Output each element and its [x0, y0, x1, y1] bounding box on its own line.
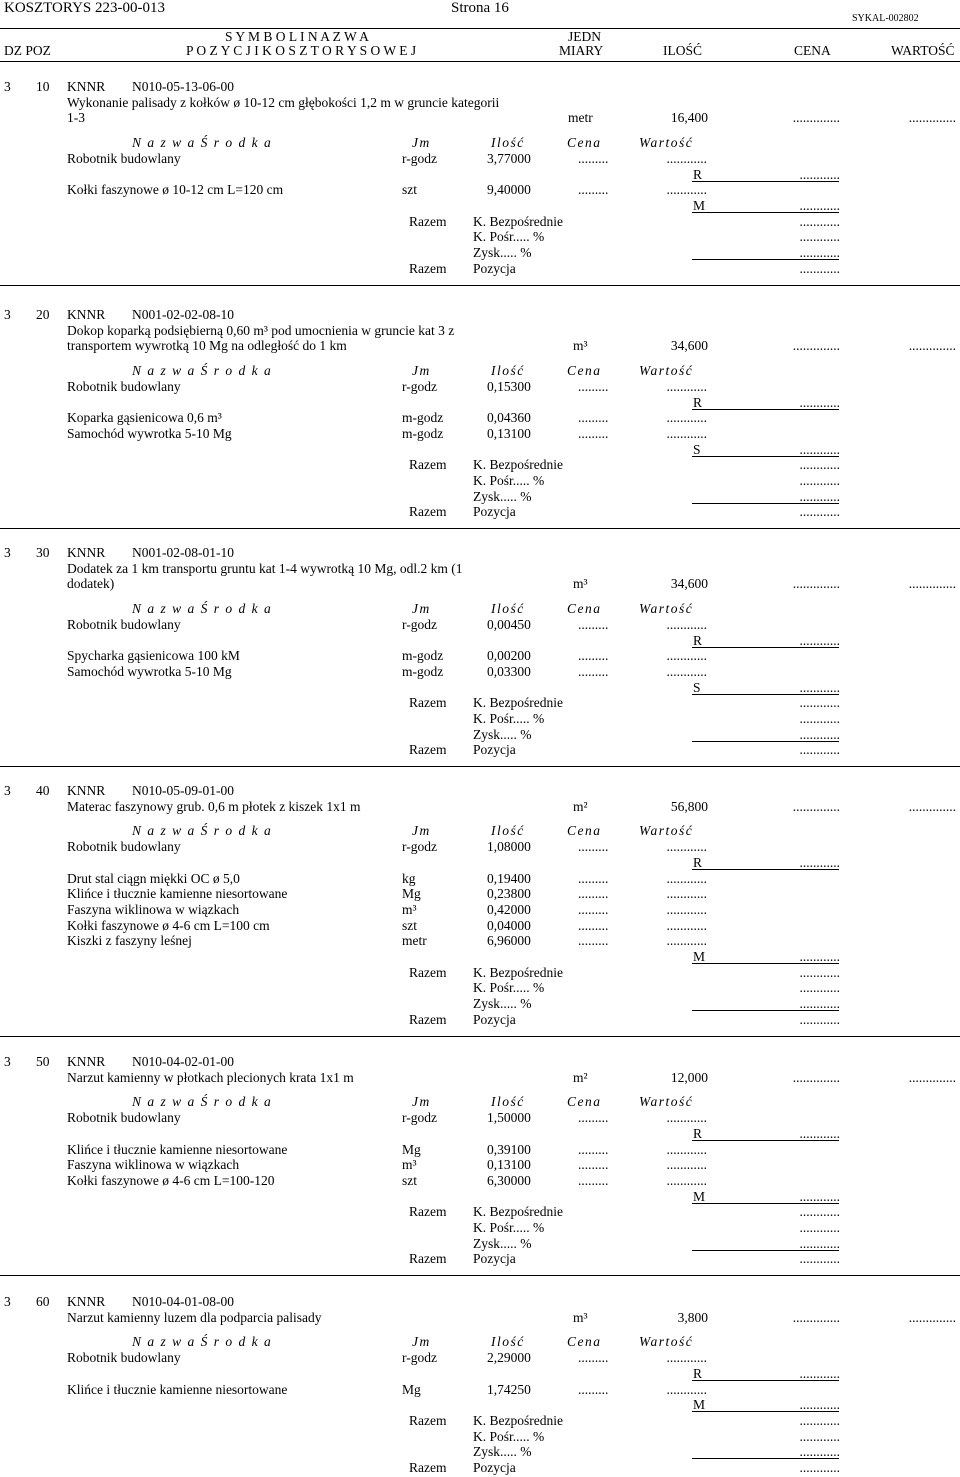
position-dz: 3 [4, 79, 11, 94]
position-value: .............. [908, 110, 956, 126]
direct-costs-label: K. Bezpośrednie [473, 1412, 563, 1428]
resource-unit: r-godz [402, 616, 437, 632]
position-description: 1-3 [67, 110, 85, 126]
column-header-symbol: S Y M B O L I N A Z W A [225, 29, 369, 44]
resource-unit: r-godz [402, 1350, 437, 1366]
group-summary-underline [692, 409, 839, 410]
razem-label: Razem [409, 695, 447, 711]
resource-unit: Mg [402, 1141, 421, 1157]
profit-value: ............ [799, 996, 840, 1012]
position-dz: 3 [4, 307, 11, 322]
position-code: N010-05-09-01-00 [132, 783, 234, 798]
position-description: transportem wywrotką 10 Mg na odległość do 1 km [67, 338, 347, 354]
direct-costs-value: ............ [799, 964, 840, 980]
header-bottom-divider [0, 61, 960, 62]
resource-name: Kołki faszynowe ø 4-6 cm L=100-120 [67, 1172, 275, 1188]
direct-costs-value: ............ [799, 213, 840, 229]
resource-name: Robotnik budowlany [67, 839, 181, 855]
group-summary-underline [692, 1140, 839, 1141]
position-unit: m³ [573, 1309, 588, 1325]
position-description: Dodatek za 1 km transportu gruntu kat 1-4 wywrotką 10 Mg, odl.2 km (1 [67, 560, 463, 576]
resource-price: ......... [578, 150, 609, 166]
resource-header-name: N a z w a Ś r o d k a [132, 823, 273, 839]
resource-value: ............ [666, 901, 707, 917]
header-divider [0, 28, 960, 29]
indirect-costs-label: K. Pośr..... % [473, 1220, 545, 1235]
position-quantity: 34,600 [670, 338, 708, 354]
position-quantity: 34,600 [670, 576, 708, 592]
position-number: 30 [36, 545, 50, 560]
profit-label: Zysk..... % [473, 996, 532, 1012]
resource-value: ............ [666, 182, 707, 198]
resource-unit: Mg [402, 1381, 421, 1397]
resource-quantity: 1,50000 [487, 1110, 531, 1126]
resource-quantity: 0,04000 [487, 917, 531, 933]
position-divider [0, 766, 960, 767]
group-summary-letter: M [693, 949, 706, 964]
group-summary-value: ............ [799, 441, 840, 457]
resource-header-cena: Cena [567, 135, 602, 151]
position-divider [0, 285, 960, 286]
position-description: dodatek) [67, 576, 115, 592]
resource-header-jm: Jm [412, 601, 431, 617]
indirect-costs-label: K. Pośr..... % [473, 711, 545, 726]
resource-header-ilosc: Ilość [491, 1334, 525, 1350]
razem-label: Razem [409, 742, 447, 758]
profit-value: ............ [799, 1444, 840, 1460]
resource-unit: r-godz [402, 839, 437, 855]
resource-name: Faszyna wiklinowa w wiązkach [67, 1157, 240, 1173]
position-unit: m³ [573, 576, 588, 592]
resource-header-wartosc: Wartość [639, 823, 694, 839]
position-total-label: Pozycja [473, 742, 516, 758]
group-summary-letter: S [693, 679, 701, 695]
position-value: .............. [908, 1069, 956, 1085]
resource-quantity: 0,00450 [487, 616, 531, 632]
razem-label: Razem [409, 1460, 447, 1475]
resource-price: ......... [578, 1141, 609, 1157]
resource-unit: Mg [402, 886, 421, 902]
position-price: .............. [792, 110, 840, 126]
resource-name: Faszyna wiklinowa w wiązkach [67, 901, 240, 917]
group-summary-value: ............ [799, 394, 840, 410]
resource-value: ............ [666, 870, 707, 886]
resource-quantity: 3,77000 [487, 150, 531, 166]
position-unit: m² [573, 798, 588, 814]
resource-quantity: 9,40000 [487, 182, 531, 198]
resource-quantity: 0,04360 [487, 410, 531, 426]
position-dz: 3 [4, 783, 11, 798]
document-title: KOSZTORYS 223-00-013 [4, 0, 165, 16]
group-summary-value: ............ [799, 166, 840, 182]
position-value: .............. [908, 338, 956, 354]
resource-quantity: 0,00200 [487, 648, 531, 664]
resource-price: ......... [578, 378, 609, 394]
resource-header-name: N a z w a Ś r o d k a [132, 601, 273, 617]
resource-name: Kołki faszynowe ø 10-12 cm L=120 cm [67, 182, 284, 198]
razem-label: Razem [409, 457, 447, 473]
position-description: Narzut kamienny w płotkach plecionych krata 1x1 m [67, 1069, 354, 1085]
indirect-costs-label: K. Pośr..... % [473, 229, 545, 245]
resource-header-cena: Cena [567, 363, 602, 379]
resource-value: ............ [666, 1110, 707, 1126]
resource-header-name: N a z w a Ś r o d k a [132, 1094, 273, 1110]
group-summary-letter: R [693, 854, 703, 870]
resource-value: ............ [666, 839, 707, 855]
razem-label: Razem [409, 1204, 447, 1220]
direct-costs-value: ............ [799, 457, 840, 473]
position-divider [0, 528, 960, 529]
position-quantity: 56,800 [670, 798, 708, 814]
resource-header-cena: Cena [567, 823, 602, 839]
indirect-costs-value: ............ [799, 1428, 840, 1444]
position-base: KNNR [67, 79, 106, 94]
profit-label: Zysk..... % [473, 488, 532, 504]
resource-value: ............ [666, 648, 707, 664]
position-description: Dokop koparką podsiębierną 0,60 m³ pod umocnienia w gruncie kat 3 z [67, 322, 455, 338]
resource-header-ilosc: Ilość [491, 363, 525, 379]
indirect-costs-value: ............ [799, 980, 840, 996]
resource-name: Robotnik budowlany [67, 150, 181, 166]
position-total-value: ............ [799, 742, 840, 758]
position-price: .............. [792, 1309, 840, 1325]
indirect-costs-value: ............ [799, 711, 840, 726]
group-summary-value: ............ [799, 1365, 840, 1381]
indirect-costs-label: K. Pośr..... % [473, 980, 545, 996]
group-summary-value: ............ [799, 1188, 840, 1204]
resource-quantity: 0,13100 [487, 1157, 531, 1173]
resource-price: ......... [578, 616, 609, 632]
resource-name: Robotnik budowlany [67, 1110, 181, 1126]
direct-costs-value: ............ [799, 695, 840, 711]
position-base: KNNR [67, 1054, 106, 1069]
resource-header-name: N a z w a Ś r o d k a [132, 1334, 273, 1350]
resource-name: Kiszki z faszyny leśnej [67, 933, 192, 949]
position-divider [0, 1275, 960, 1276]
resource-price: ......... [578, 1157, 609, 1173]
position-base: KNNR [67, 307, 106, 322]
column-header-wartosc: WARTOŚĆ [891, 43, 955, 58]
position-divider [0, 1036, 960, 1037]
resource-name: Spycharka gąsienicowa 100 kM [67, 648, 240, 664]
resource-unit: szt [402, 917, 417, 933]
resource-unit: szt [402, 1172, 417, 1188]
resource-price: ......... [578, 182, 609, 198]
resource-price: ......... [578, 425, 609, 441]
resource-unit: metr [402, 933, 427, 949]
resource-value: ............ [666, 1381, 707, 1397]
resource-value: ............ [666, 378, 707, 394]
resource-price: ......... [578, 663, 609, 679]
position-dz: 3 [4, 545, 11, 560]
system-code: SYKAL-002802 [852, 13, 919, 24]
group-summary-letter: R [693, 394, 703, 410]
group-summary-value: ............ [799, 949, 840, 964]
profit-label: Zysk..... % [473, 726, 532, 742]
resource-header-wartosc: Wartość [639, 363, 694, 379]
indirect-costs-label: K. Pośr..... % [473, 1428, 545, 1444]
resource-price: ......... [578, 839, 609, 855]
resource-header-jm: Jm [412, 823, 431, 839]
position-description: Wykonanie palisady z kołków ø 10-12 cm głębokości 1,2 m w gruncie kategorii [67, 94, 500, 110]
resource-unit: m-godz [402, 410, 444, 426]
position-total-value: ............ [799, 1251, 840, 1267]
position-total-value: ............ [799, 1460, 840, 1475]
resource-unit: r-godz [402, 150, 437, 166]
resource-header-ilosc: Ilość [491, 135, 525, 151]
position-code: N001-02-02-08-10 [132, 307, 234, 322]
resource-price: ......... [578, 870, 609, 886]
resource-value: ............ [666, 1350, 707, 1366]
razem-label: Razem [409, 260, 447, 276]
position-quantity: 16,400 [670, 110, 708, 126]
group-summary-value: ............ [799, 632, 840, 648]
position-dz: 3 [4, 1294, 11, 1309]
resource-price: ......... [578, 917, 609, 933]
profit-label: Zysk..... % [473, 245, 532, 260]
razem-label: Razem [409, 213, 447, 229]
position-code: N010-04-01-08-00 [132, 1294, 234, 1309]
group-summary-underline [692, 181, 839, 182]
resource-quantity: 0,42000 [487, 901, 531, 917]
resource-quantity: 6,96000 [487, 933, 531, 949]
resource-header-jm: Jm [412, 135, 431, 151]
resource-name: Kołki faszynowe ø 4-6 cm L=100 cm [67, 917, 270, 933]
resource-quantity: 6,30000 [487, 1172, 531, 1188]
position-number: 50 [36, 1054, 50, 1069]
resource-header-jm: Jm [412, 363, 431, 379]
group-summary-letter: M [693, 1397, 706, 1413]
resource-name: Klińce i tłucznie kamienne niesortowane [67, 886, 288, 902]
indirect-costs-label: K. Pośr..... % [473, 473, 545, 488]
resource-name: Klińce i tłucznie kamienne niesortowane [67, 1381, 288, 1397]
position-code: N010-04-02-01-00 [132, 1054, 234, 1069]
column-header-pozycji: P O Z Y C J I K O S Z T O R Y S O W E J [186, 43, 417, 58]
position-total-label: Pozycja [473, 504, 516, 520]
resource-quantity: 0,03300 [487, 663, 531, 679]
group-summary-letter: M [693, 197, 706, 213]
resource-name: Klińce i tłucznie kamienne niesortowane [67, 1141, 288, 1157]
position-total-label: Pozycja [473, 260, 516, 276]
column-header-jedn: JEDN [568, 29, 601, 44]
position-description: Materac faszynowy grub. 0,6 m płotek z kiszek 1x1 m [67, 798, 361, 814]
resource-value: ............ [666, 410, 707, 426]
resource-name: Robotnik budowlany [67, 378, 181, 394]
position-base: KNNR [67, 545, 106, 560]
resource-value: ............ [666, 616, 707, 632]
position-unit: m³ [573, 338, 588, 354]
direct-costs-label: K. Bezpośrednie [473, 695, 563, 711]
position-quantity: 3,800 [677, 1309, 708, 1325]
position-total-value: ............ [799, 260, 840, 276]
profit-value: ............ [799, 488, 840, 504]
resource-quantity: 0,15300 [487, 378, 531, 394]
resource-value: ............ [666, 663, 707, 679]
group-summary-underline [692, 647, 839, 648]
resource-price: ......... [578, 901, 609, 917]
group-summary-value: ............ [799, 679, 840, 695]
razem-label: Razem [409, 1251, 447, 1267]
group-summary-letter: R [693, 166, 703, 182]
profit-value: ............ [799, 245, 840, 260]
resource-header-wartosc: Wartość [639, 601, 694, 617]
profit-label: Zysk..... % [473, 1444, 532, 1460]
position-price: .............. [792, 338, 840, 354]
group-summary-letter: M [693, 1188, 706, 1204]
resource-value: ............ [666, 1157, 707, 1173]
position-base: KNNR [67, 1294, 106, 1309]
resource-price: ......... [578, 933, 609, 949]
page-number: Strona 16 [451, 0, 509, 16]
resource-value: ............ [666, 425, 707, 441]
resource-unit: m³ [402, 901, 417, 917]
resource-name: Samochód wywrotka 5-10 Mg [67, 663, 232, 679]
position-number: 10 [36, 79, 50, 94]
position-code: N010-05-13-06-00 [132, 79, 234, 94]
resource-header-jm: Jm [412, 1094, 431, 1110]
position-unit: metr [568, 110, 593, 126]
position-value: .............. [908, 798, 956, 814]
direct-costs-value: ............ [799, 1204, 840, 1220]
resource-value: ............ [666, 933, 707, 949]
resource-header-cena: Cena [567, 601, 602, 617]
resource-price: ......... [578, 1172, 609, 1188]
column-header-cena: CENA [794, 43, 831, 58]
resource-header-name: N a z w a Ś r o d k a [132, 363, 273, 379]
resource-quantity: 1,08000 [487, 839, 531, 855]
page-header [0, 0, 960, 62]
position-description: Narzut kamienny luzem dla podparcia palisady [67, 1309, 322, 1325]
resource-header-wartosc: Wartość [639, 1334, 694, 1350]
resource-quantity: 0,19400 [487, 870, 531, 886]
resource-header-cena: Cena [567, 1334, 602, 1350]
position-total-label: Pozycja [473, 1011, 516, 1027]
group-summary-value: ............ [799, 854, 840, 870]
position-price: .............. [792, 1069, 840, 1085]
position-base: KNNR [67, 783, 106, 798]
position-number: 20 [36, 307, 50, 322]
group-summary-letter: R [693, 1125, 703, 1141]
profit-value: ............ [799, 1235, 840, 1251]
position-code: N001-02-08-01-10 [132, 545, 234, 560]
direct-costs-label: K. Bezpośrednie [473, 1204, 563, 1220]
group-summary-letter: R [693, 632, 703, 648]
resource-unit: m-godz [402, 663, 444, 679]
resource-header-wartosc: Wartość [639, 135, 694, 151]
group-summary-value: ............ [799, 1125, 840, 1141]
resource-unit: r-godz [402, 1110, 437, 1126]
indirect-costs-value: ............ [799, 473, 840, 488]
resource-quantity: 2,29000 [487, 1350, 531, 1366]
direct-costs-value: ............ [799, 1412, 840, 1428]
resource-name: Robotnik budowlany [67, 1350, 181, 1366]
column-header-ilosc: ILOŚĆ [663, 43, 703, 58]
indirect-costs-value: ............ [799, 1220, 840, 1235]
position-dz: 3 [4, 1054, 11, 1069]
resource-value: ............ [666, 1172, 707, 1188]
resource-header-ilosc: Ilość [491, 1094, 525, 1110]
resource-header-jm: Jm [412, 1334, 431, 1350]
column-header-miary: MIARY [559, 43, 604, 58]
resource-value: ............ [666, 886, 707, 902]
profit-label: Zysk..... % [473, 1235, 532, 1251]
razem-label: Razem [409, 504, 447, 520]
resource-price: ......... [578, 1110, 609, 1126]
indirect-costs-value: ............ [799, 229, 840, 245]
group-summary-letter: S [693, 441, 701, 457]
resource-name: Koparka gąsienicowa 0,6 m³ [67, 410, 222, 426]
position-unit: m² [573, 1069, 588, 1085]
resource-unit: m-godz [402, 648, 444, 664]
group-summary-underline [692, 1380, 839, 1381]
resource-header-cena: Cena [567, 1094, 602, 1110]
position-quantity: 12,000 [670, 1069, 708, 1085]
resource-name: Samochód wywrotka 5-10 Mg [67, 425, 232, 441]
resource-price: ......... [578, 886, 609, 902]
position-total-label: Pozycja [473, 1460, 516, 1475]
position-value: .............. [908, 576, 956, 592]
razem-label: Razem [409, 964, 447, 980]
razem-label: Razem [409, 1412, 447, 1428]
resource-value: ............ [666, 150, 707, 166]
resource-name: Robotnik budowlany [67, 616, 181, 632]
group-summary-value: ............ [799, 1397, 840, 1413]
direct-costs-label: K. Bezpośrednie [473, 964, 563, 980]
resource-price: ......... [578, 410, 609, 426]
resource-unit: kg [402, 870, 416, 886]
razem-label: Razem [409, 1011, 447, 1027]
position-total-value: ............ [799, 504, 840, 520]
position-number: 60 [36, 1294, 50, 1309]
resource-header-wartosc: Wartość [639, 1094, 694, 1110]
resource-value: ............ [666, 917, 707, 933]
position-total-label: Pozycja [473, 1251, 516, 1267]
resource-unit: szt [402, 182, 417, 198]
resource-unit: r-godz [402, 378, 437, 394]
resource-value: ............ [666, 1141, 707, 1157]
position-price: .............. [792, 576, 840, 592]
resource-price: ......... [578, 1350, 609, 1366]
direct-costs-label: K. Bezpośrednie [473, 457, 563, 473]
resource-price: ......... [578, 648, 609, 664]
profit-value: ............ [799, 726, 840, 742]
resource-quantity: 0,13100 [487, 425, 531, 441]
resource-quantity: 0,39100 [487, 1141, 531, 1157]
group-summary-underline [692, 869, 839, 870]
resource-quantity: 0,23800 [487, 886, 531, 902]
group-summary-letter: R [693, 1365, 703, 1381]
resource-price: ......... [578, 1381, 609, 1397]
resource-unit: m³ [402, 1157, 417, 1173]
group-summary-value: ............ [799, 197, 840, 213]
position-price: .............. [792, 798, 840, 814]
resource-name: Drut stal ciągn miękki OC ø 5,0 [67, 870, 240, 886]
position-number: 40 [36, 783, 50, 798]
resource-unit: m-godz [402, 425, 444, 441]
direct-costs-label: K. Bezpośrednie [473, 213, 563, 229]
resource-header-name: N a z w a Ś r o d k a [132, 135, 273, 151]
resource-header-ilosc: Ilość [491, 601, 525, 617]
column-header-dz-poz: DZ POZ [4, 43, 51, 58]
resource-quantity: 1,74250 [487, 1381, 531, 1397]
position-value: .............. [908, 1309, 956, 1325]
resource-header-ilosc: Ilość [491, 823, 525, 839]
position-total-value: ............ [799, 1011, 840, 1027]
